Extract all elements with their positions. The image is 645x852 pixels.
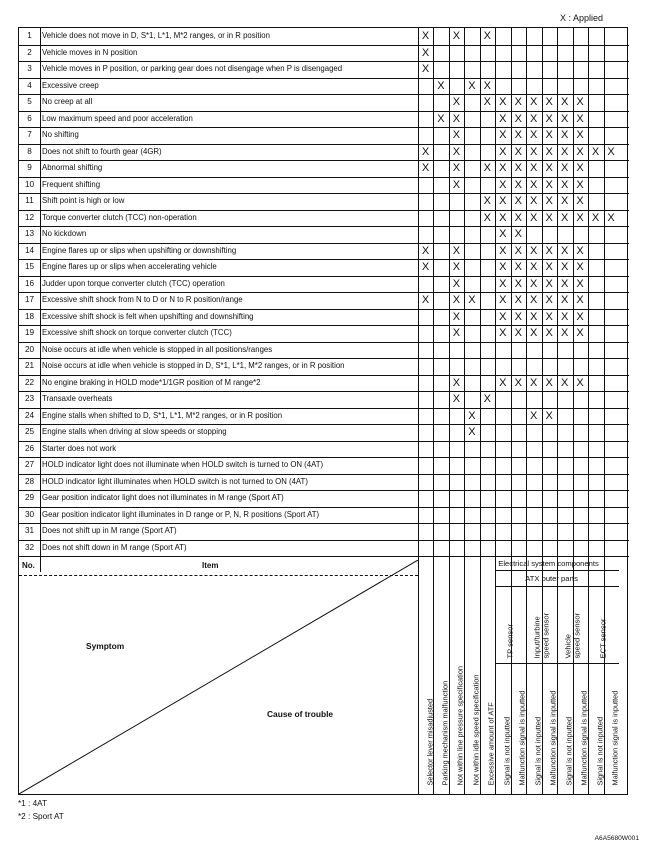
row-symptom: Gear position indicator light illuminates in D range or P, N, R positions (Sport AT)	[42, 509, 320, 519]
table-row	[19, 358, 629, 376]
table-row	[19, 309, 629, 327]
cause-label-text: Signal is not inputted	[502, 716, 512, 786]
cause-label	[608, 640, 623, 790]
applied-mark: X	[576, 96, 584, 108]
applied-mark: X	[576, 327, 584, 339]
applied-mark: X	[452, 327, 461, 339]
row-number: 6	[27, 113, 32, 123]
table-row	[19, 276, 629, 294]
cause-label-text: Selector lever misadjusted	[425, 698, 434, 786]
applied-mark: X	[545, 112, 553, 125]
applied-mark: X	[514, 145, 522, 158]
row-number: 18	[24, 311, 35, 321]
sensor-group-line: speed sensor	[572, 612, 582, 659]
applied-mark: X	[576, 261, 584, 273]
applied-mark: X	[576, 178, 584, 191]
figure-code: A6A5680W001	[594, 835, 639, 842]
applied-mark: X	[545, 162, 553, 174]
table-row	[19, 193, 629, 211]
applied-mark: X	[545, 409, 553, 422]
table-row	[19, 540, 629, 558]
applied-mark: X	[545, 129, 553, 141]
row-symptom: Engine flares up or slips when accelerating vehicle	[42, 262, 217, 271]
table-row	[19, 523, 629, 541]
cause-header: Cause of trouble	[267, 709, 334, 719]
applied-mark: X	[545, 294, 553, 306]
applied-mark: X	[530, 261, 538, 273]
applied-mark: X	[452, 30, 461, 42]
applied-mark: X	[499, 96, 507, 108]
applied-mark: X	[545, 244, 553, 257]
applied-mark: X	[560, 195, 569, 207]
row-symptom: No creep at all	[42, 97, 93, 106]
row-number: 28	[24, 476, 35, 486]
row-symptom: Vehicle moves in P position, or parking gear does not disengage when P is disengaged	[42, 64, 343, 73]
applied-mark: X	[421, 30, 430, 42]
applied-mark: X	[545, 145, 553, 158]
cause-label	[437, 640, 452, 790]
applied-mark: X	[576, 195, 584, 207]
applied-mark: X	[499, 112, 507, 125]
applied-mark: X	[514, 211, 522, 224]
footnote-sport-at: *2 : Sport AT	[18, 812, 64, 821]
row-symptom: Torque converter clutch (TCC) non-operation	[42, 212, 197, 222]
symptom-header: Symptom	[86, 641, 125, 651]
row-symptom: Excessive shift shock on torque converter clutch (TCC)	[42, 328, 232, 337]
applied-mark: X	[499, 294, 507, 306]
cause-label-text: Excessive amount of ATF	[486, 702, 496, 786]
applied-mark: X	[545, 277, 553, 290]
electrical-components-header: Electrical system components	[498, 559, 599, 568]
applied-mark: X	[576, 112, 584, 125]
row-number: 5	[27, 97, 32, 106]
table-row	[19, 45, 629, 63]
table-row	[19, 259, 629, 277]
cause-label	[468, 640, 483, 790]
applied-mark: X	[499, 244, 507, 257]
sensor-group-line: Vehicle	[563, 634, 573, 659]
applied-mark: X	[452, 393, 461, 405]
table-row	[19, 226, 629, 244]
applied-mark: X	[452, 277, 461, 290]
table-row	[19, 210, 629, 228]
applied-mark: X	[530, 409, 538, 422]
applied-mark: X	[514, 228, 522, 240]
applied-mark: X	[452, 294, 461, 306]
cause-label	[453, 640, 468, 790]
applied-mark: X	[530, 162, 538, 174]
row-symptom: Judder upon torque converter clutch (TCC) operation	[42, 278, 225, 288]
applied-mark: X	[530, 327, 538, 339]
row-symptom: Excessive creep	[42, 80, 99, 90]
row-symptom: Frequent shifting	[42, 179, 101, 189]
applied-mark: X	[545, 376, 553, 389]
table-row	[19, 474, 629, 492]
row-symptom: Engine stalls when shifted to D, S*1, L*1, M*2 ranges, or in R position	[42, 410, 283, 420]
cause-label	[592, 640, 607, 790]
applied-legend: X : Applied	[560, 13, 604, 23]
table-row	[19, 441, 629, 459]
applied-mark: X	[499, 178, 507, 191]
row-number: 21	[24, 361, 35, 370]
applied-mark: X	[452, 376, 461, 389]
atx-outer-parts-header: ATX outer parts	[525, 574, 578, 583]
applied-mark: X	[530, 129, 538, 141]
applied-mark: X	[452, 129, 461, 141]
applied-mark: X	[499, 376, 507, 389]
applied-mark: X	[421, 46, 430, 59]
cause-label-text: Malfunction signal is inputted	[548, 690, 558, 786]
applied-mark: X	[452, 244, 461, 257]
row-number: 29	[24, 493, 35, 502]
applied-mark: X	[514, 277, 522, 290]
row-number: 20	[24, 344, 35, 354]
applied-mark: X	[560, 261, 569, 273]
no-header: No.	[22, 561, 35, 570]
applied-mark: X	[514, 244, 522, 257]
row-symptom: Vehicle moves in N position	[42, 47, 138, 57]
cause-label	[499, 640, 514, 790]
applied-mark: X	[514, 195, 522, 207]
applied-mark: X	[499, 228, 507, 240]
applied-mark: X	[576, 244, 584, 257]
row-symptom: Excessive shift shock is felt when upshifting and downshifting	[42, 311, 254, 321]
symptom-cause-diagonal	[19, 560, 418, 794]
row-symptom: No engine braking in HOLD mode*1/1GR position of M range*2	[42, 377, 261, 387]
table-row	[19, 325, 629, 343]
applied-mark: X	[530, 112, 538, 125]
applied-mark: X	[499, 310, 507, 323]
applied-mark: X	[560, 376, 569, 389]
row-symptom: Noise occurs at idle when vehicle is stopped in D, S*1, L*1, M*2 ranges, or in R position	[42, 361, 345, 370]
applied-mark: X	[576, 129, 584, 141]
row-number: 3	[27, 64, 32, 73]
applied-mark: X	[421, 145, 430, 158]
row-symptom: Abnormal shifting	[42, 163, 103, 172]
applied-mark: X	[452, 310, 461, 323]
applied-mark: X	[545, 195, 553, 207]
applied-mark: X	[468, 294, 476, 306]
applied-mark: X	[514, 112, 522, 125]
row-symptom: Excessive shift shock from N to D or N to R position/range	[42, 295, 243, 304]
cause-label	[515, 640, 530, 790]
row-number: 10	[24, 179, 35, 189]
applied-mark: X	[576, 310, 584, 323]
table-row	[19, 408, 629, 426]
applied-mark: X	[483, 30, 491, 42]
applied-mark: X	[576, 376, 584, 389]
row-symptom: Starter does not work	[42, 443, 117, 453]
trouble-table	[18, 27, 628, 795]
applied-mark: X	[560, 277, 569, 290]
applied-mark: X	[530, 96, 538, 108]
table-row	[19, 111, 629, 129]
row-symptom: Engine stalls when driving at slow speeds or stopping	[42, 427, 227, 436]
applied-mark: X	[499, 327, 507, 339]
applied-mark: X	[591, 145, 600, 158]
applied-mark: X	[514, 327, 522, 339]
applied-mark: X	[560, 162, 569, 174]
applied-mark: X	[545, 327, 553, 339]
applied-mark: X	[452, 112, 461, 125]
applied-mark: X	[483, 211, 491, 224]
row-symptom: No shifting	[42, 130, 79, 139]
row-number: 32	[24, 542, 35, 552]
item-header: Item	[202, 561, 219, 570]
table-row	[19, 375, 629, 393]
table-row	[19, 78, 629, 96]
row-number: 11	[25, 196, 34, 205]
applied-mark: X	[560, 310, 569, 323]
cause-label-text: Signal is not inputted	[533, 716, 543, 786]
table-row	[19, 424, 629, 442]
item-header-dashed-line	[19, 575, 418, 576]
table-row	[19, 507, 629, 525]
row-number: 4	[27, 80, 32, 90]
row-number: 23	[24, 394, 35, 403]
applied-mark: X	[607, 211, 615, 224]
applied-mark: X	[530, 310, 538, 323]
applied-mark: X	[437, 112, 445, 125]
cause-label-text: Malfunction signal is inputted	[610, 690, 620, 786]
applied-mark: X	[514, 310, 522, 323]
applied-mark: X	[530, 178, 538, 191]
row-number: 16	[24, 278, 35, 288]
applied-mark: X	[468, 409, 476, 422]
applied-mark: X	[545, 261, 553, 273]
applied-mark: X	[514, 129, 522, 141]
row-number: 26	[24, 443, 35, 453]
row-symptom: HOLD indicator light does not illuminate when HOLD switch is turned to ON (4AT)	[42, 460, 324, 469]
applied-mark: X	[576, 211, 584, 224]
table-row	[19, 342, 629, 360]
table-row	[19, 61, 629, 79]
applied-mark: X	[421, 244, 430, 257]
table-row	[19, 243, 629, 261]
applied-mark: X	[530, 294, 538, 306]
applied-mark: X	[530, 376, 538, 389]
applied-mark: X	[545, 211, 553, 224]
cause-label	[530, 640, 545, 790]
cause-label-text: Malfunction signal is inputted	[517, 690, 527, 786]
applied-mark: X	[452, 178, 461, 191]
cause-label-text: Not within idle speed specification	[471, 674, 481, 786]
table-row	[19, 160, 629, 178]
row-symptom: Transaxle overheats	[42, 394, 113, 403]
applied-mark: X	[499, 195, 507, 207]
applied-mark: X	[483, 162, 491, 174]
applied-mark: X	[607, 145, 615, 158]
sensor-group-line: speed sensor	[541, 612, 551, 659]
row-number: 27	[24, 460, 35, 469]
row-symptom: No kickdown	[42, 229, 87, 238]
applied-mark: X	[576, 277, 584, 290]
applied-mark: X	[499, 211, 507, 224]
applied-mark: X	[530, 244, 538, 257]
applied-mark: X	[514, 162, 522, 174]
applied-mark: X	[483, 79, 491, 92]
applied-mark: X	[545, 96, 553, 108]
applied-mark: X	[499, 162, 507, 174]
footnote-4at: *1 : 4AT	[18, 799, 47, 808]
cause-label	[484, 640, 499, 790]
table-row	[19, 94, 629, 112]
applied-mark: X	[452, 145, 461, 158]
number-column-divider	[40, 28, 41, 572]
applied-mark: X	[560, 178, 569, 191]
row-number: 1	[27, 31, 32, 40]
row-number: 17	[24, 295, 35, 304]
row-symptom: Vehicle does not move in D, S*1, L*1, M*2 ranges, or in R position	[42, 31, 270, 40]
cause-label	[577, 640, 592, 790]
applied-mark: X	[499, 145, 507, 158]
row-number: 15	[24, 262, 35, 271]
row-symptom: Engine flares up or slips when upshifting or downshifting	[42, 245, 237, 255]
cause-label-text: Parking mechanism malfunction	[440, 680, 450, 786]
row-number: 22	[24, 377, 35, 387]
cause-label-text: Not within line pressure specification	[455, 665, 465, 786]
applied-mark: X	[530, 277, 538, 290]
row-symptom: Does not shift to fourth gear (4GR)	[42, 146, 162, 156]
cause-label	[546, 640, 561, 790]
row-symptom: Does not shift down in M range (Sport AT)	[42, 542, 187, 552]
applied-mark: X	[560, 244, 569, 257]
applied-mark: X	[499, 261, 507, 273]
applied-mark: X	[483, 96, 491, 108]
applied-mark: X	[530, 211, 538, 224]
cause-label-text: Signal is not inputted	[595, 716, 605, 786]
cause-label	[561, 640, 576, 790]
applied-mark: X	[452, 96, 461, 108]
applied-mark: X	[560, 112, 569, 125]
applied-mark: X	[452, 162, 461, 174]
table-row	[19, 127, 629, 145]
applied-mark: X	[514, 376, 522, 389]
applied-mark: X	[560, 96, 569, 108]
applied-mark: X	[499, 277, 507, 290]
table-row	[19, 457, 629, 475]
table-row	[19, 391, 629, 409]
applied-mark: X	[591, 211, 600, 224]
row-symptom: Does not shift up in M range (Sport AT)	[42, 526, 177, 535]
table-row	[19, 490, 629, 508]
applied-mark: X	[421, 162, 430, 174]
table-row	[19, 292, 629, 310]
row-number: 12	[24, 212, 35, 222]
atx-header-line	[495, 586, 619, 587]
cause-label-text: Signal is not inputted	[564, 716, 574, 786]
applied-mark: X	[560, 294, 569, 306]
applied-mark: X	[421, 261, 430, 273]
applied-mark: X	[545, 310, 553, 323]
applied-mark: X	[514, 261, 522, 273]
row-symptom: Noise occurs at idle when vehicle is stopped in all positions/ranges	[42, 344, 273, 354]
row-number: 25	[24, 427, 35, 436]
table-row	[19, 144, 629, 162]
applied-mark: X	[576, 162, 584, 174]
applied-mark: X	[576, 294, 584, 306]
row-number: 2	[27, 47, 32, 57]
table-row	[19, 177, 629, 195]
row-number: 19	[24, 328, 35, 337]
row-symptom: Low maximum speed and poor acceleration	[42, 113, 193, 123]
applied-mark: X	[560, 129, 569, 141]
applied-mark: X	[560, 211, 569, 224]
row-number: 7	[27, 130, 32, 139]
applied-mark: X	[514, 178, 522, 191]
row-symptom: HOLD indicator light illuminates when HOLD switch is not turned to ON (4AT)	[42, 476, 308, 486]
cause-label-text: Malfunction signal is inputted	[579, 690, 589, 786]
applied-mark: X	[421, 294, 430, 306]
applied-mark: X	[514, 96, 522, 108]
applied-mark: X	[530, 195, 538, 207]
row-number: 9	[27, 163, 32, 172]
applied-mark: X	[560, 327, 569, 339]
row-symptom: Gear position indicator light does not illuminates in M range (Sport AT)	[42, 493, 284, 502]
applied-mark: X	[545, 178, 553, 191]
row-number: 8	[27, 146, 32, 156]
applied-mark: X	[576, 145, 584, 158]
applied-mark: X	[514, 294, 522, 306]
applied-mark: X	[468, 79, 476, 92]
row-number: 24	[24, 410, 35, 420]
applied-mark: X	[483, 393, 491, 405]
sensor-group-line: TP sensor	[505, 624, 515, 659]
applied-mark: X	[468, 426, 476, 438]
applied-mark: X	[530, 145, 538, 158]
applied-mark: X	[437, 79, 445, 92]
cause-column-divider	[418, 28, 419, 794]
sensor-group-line: ECT sensor	[598, 618, 608, 659]
electrical-header-line	[495, 570, 619, 571]
cause-label	[422, 640, 437, 790]
applied-mark: X	[452, 261, 461, 273]
applied-mark: X	[421, 63, 430, 75]
applied-mark: X	[499, 129, 507, 141]
row-number: 13	[24, 229, 35, 238]
sensor-group-line: Input/turbine	[532, 616, 542, 659]
applied-mark: X	[560, 145, 569, 158]
row-number: 30	[24, 509, 35, 519]
applied-mark: X	[483, 195, 491, 207]
row-number: 31	[24, 526, 35, 535]
row-number: 14	[24, 245, 35, 255]
row-symptom: Shift point is high or low	[42, 196, 125, 205]
table-row	[19, 28, 629, 46]
